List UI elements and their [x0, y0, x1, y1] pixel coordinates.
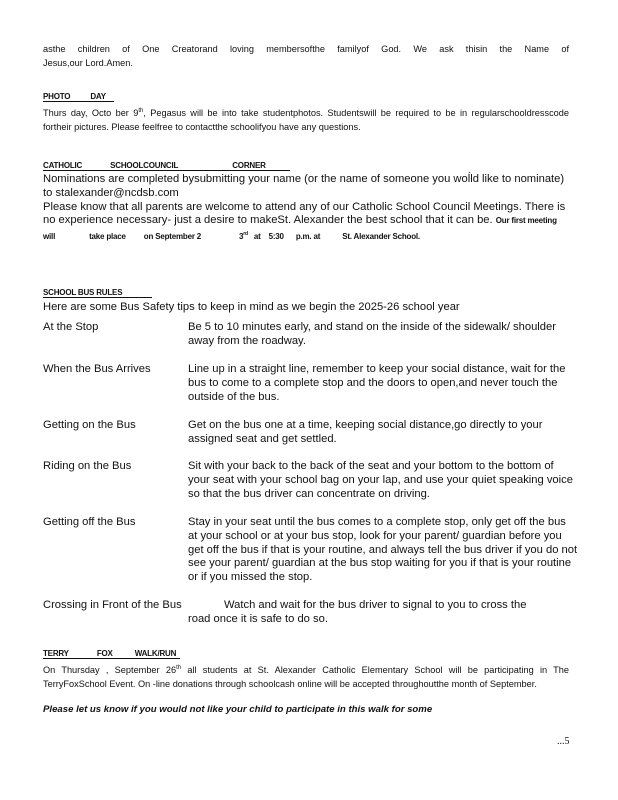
bus-rule-text: Get on the bus one at a time, keeping social distance,go directly to your assigned seat and get settled.	[188, 419, 543, 445]
council-meetings-text: Please know that all parents are welcome to attend any of our Catholic School Council Meetings. There is no experience necessary- just a desire to makeSt. Alexander the best school that it can be.	[43, 200, 566, 227]
terry-fox-text	[43, 662, 569, 691]
prayer-line-2: Jesus,our Lord.Amen.	[43, 57, 133, 68]
bus-rule-label: When the Bus Arrives	[43, 363, 151, 375]
bus-crossing-label	[43, 599, 182, 613]
council-heading-b: SCHOOLCOUNCIL	[110, 161, 179, 170]
bus-rule-label: Getting off the Bus	[43, 516, 136, 528]
terry-sup: th	[176, 665, 182, 671]
bus-rule-label: Getting on the Bus	[43, 419, 136, 431]
photo-day-text-b: , Pegasus will be into take studentphotos. Studentswill be required to be in regularschooldresscode fortheir pictures. Please feelfree to contactthe schoolifyou have any questions.	[43, 108, 569, 132]
council-heading-c: CORNER	[232, 161, 266, 170]
meeting-h: St. Alexander School.	[342, 231, 420, 241]
crossing-label-text: Crossing in Front of the Bus	[43, 599, 182, 611]
bus-crossing-text-1: Watch and wait for the bus driver to signal to you to cross the	[224, 599, 527, 611]
terry-fox-note: Please let us know if you would not like your child to participate in this walk for some	[43, 704, 433, 716]
photo-day-text-a: Thurs day, Octo ber 9	[43, 108, 139, 119]
photo-day-text	[43, 105, 569, 134]
bus-section	[43, 282, 569, 315]
terry-fox-section	[43, 643, 569, 715]
council-heading-a: CATHOLIC	[43, 161, 83, 170]
photo-day-heading-b: DAY	[90, 92, 106, 101]
photo-day-heading	[43, 92, 114, 102]
bus-heading	[43, 288, 152, 298]
terry-fox-heading	[43, 649, 180, 659]
prayer-closing	[43, 43, 569, 70]
meeting-e: at	[253, 231, 261, 241]
council-nominations: Nominations are completed bysubmitting your name (or the name of someone you woĺld like to nominate) to stalexander@ncdsb.com	[43, 173, 565, 199]
bus-rule-label: At the Stop	[43, 321, 99, 333]
meeting-a: Our first meeting will	[43, 216, 557, 241]
bus-rule-text: Sit with your back to the back of the seat and your bottom to the bottom of your seat with your school bag on your lap, and use your quiet speaking voice so that the bus driver can concentrate on driving.	[188, 460, 573, 500]
terry-heading-b: FOX	[96, 649, 113, 658]
terry-text-b: all students at St. Alexander Catholic Elementary School will be participating in The TerryFoxSchool Event. On -line donations through schoolcash online will be accepted throughoutthe month of September.	[43, 665, 570, 689]
bus-heading-text: SCHOOL BUS RULES	[43, 288, 123, 297]
meeting-f: 5:30	[268, 231, 284, 241]
meeting-d: 3	[239, 231, 244, 241]
photo-day-sup: th	[138, 108, 144, 114]
meeting-c: on September 2	[143, 231, 202, 241]
terry-text-a: On Thursday , September 26	[43, 665, 177, 676]
council-heading	[43, 161, 290, 171]
bus-crossing-row	[43, 599, 578, 629]
bus-crossing-text-2: road once it is safe to do so.	[188, 613, 328, 625]
bus-rule-text: Line up in a straight line, remember to keep your social distance, wait for the bus to come to a complete stop and the doors to open,and never touch the outside of the bus.	[188, 363, 566, 403]
page-number: ...5	[557, 736, 570, 747]
meeting-b: take place	[89, 231, 126, 241]
bus-rule-label: Riding on the Bus	[43, 460, 132, 472]
bus-intro: Here are some Bus Safety tips to keep in mind as we begin the 2025-26 school year	[43, 301, 460, 313]
photo-day-heading-a: PHOTO	[43, 92, 71, 101]
photo-day-section	[43, 86, 569, 134]
meeting-g: p.m. at	[295, 231, 321, 241]
council-section	[43, 155, 569, 244]
bus-rule-text: Be 5 to 10 minutes early, and stand on the inside of the sidewalk/ shoulder away from the roadway.	[188, 321, 556, 347]
terry-heading-c: WALK/RUN	[134, 649, 177, 658]
terry-heading-a: TERRY	[43, 649, 69, 658]
bus-rule-text: Stay in your seat until the bus comes to a complete stop, only get off the bus at your school or at your bus stop, look for your parent/ guardian before you get off the bus if that is your routine, and always tell the bus driver if you do not see your parent/ guardian at the bus stop waiting for you if that is your routine or if you missed the stop.	[188, 516, 578, 584]
council-meetings	[43, 201, 573, 244]
meeting-sup: rd	[243, 231, 248, 238]
prayer-line-1: asthe children of One Creatorand loving membersofthe familyof God. We ask thisin the Name of	[43, 44, 569, 54]
